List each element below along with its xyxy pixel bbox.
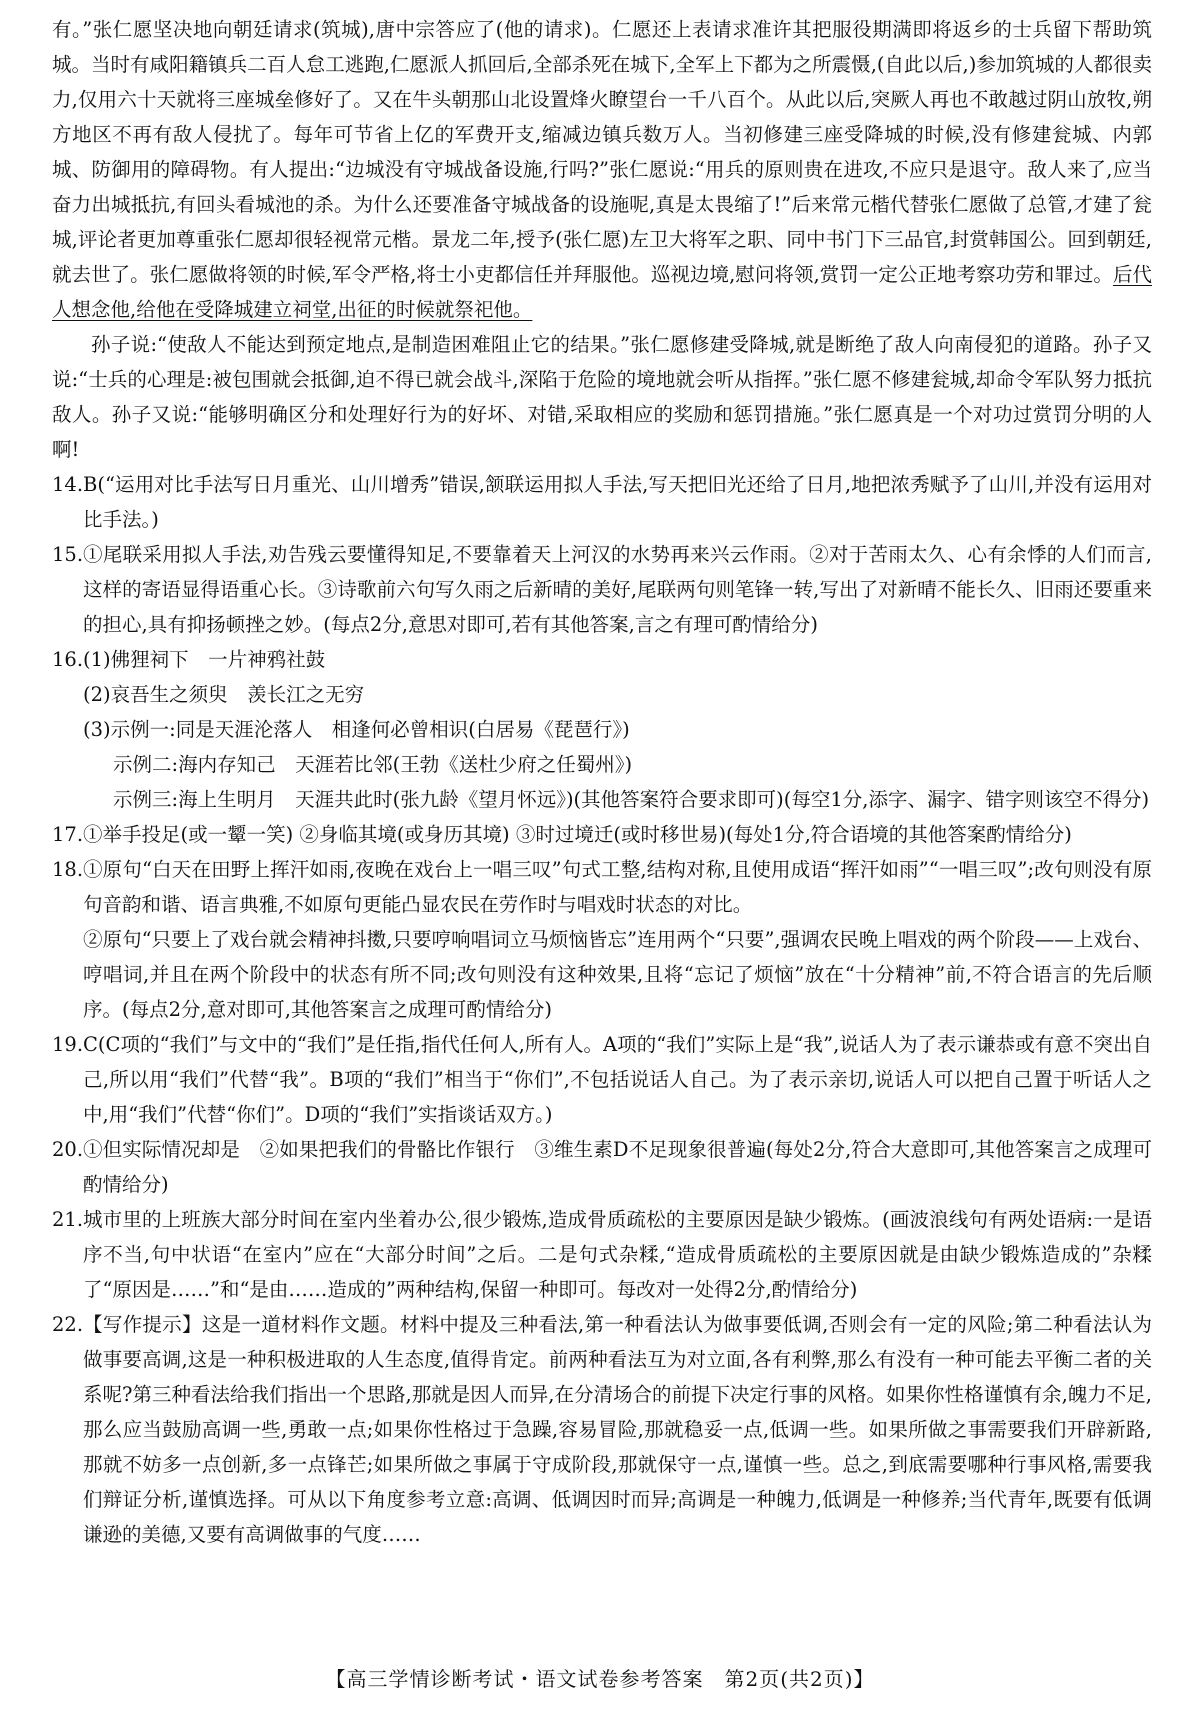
- answer-line-5: 示例三:海上生明月 天涯共此时(张九龄《望月怀远》)(其他答案符合要求即可)(每空1分,添字、漏字、错字则该空不得分): [113, 788, 1150, 811]
- answer-18: [52, 852, 1152, 1027]
- question-number: 21.: [52, 1208, 84, 1231]
- answer-text: 【写作提示】这是一道材料作文题。材料中提及三种看法,第一种看法认为做事要低调,否则会有一定的风险;第二种看法认为做事要高调,这是一种积极进取的人生态度,值得肯定。前两种看法互为对立面,各有利弊,那么有没有一种可能去平衡二者的关系呢?第三种看法给我们指出一个思路,那就是因人而异,在分清场合的前提下决定行事的风格。如果你性格谨慎有余,魄力不足,那么应当鼓励高调一些,勇敢一点;如果你性格过于急躁,容易冒险,那就稳妥一点,低调一些。如果所做之事需要我们开辟新路,那就不妨多一点创新,多一点锋芒;如果所做之事属于守成阶段,那就保守一点,谨慎一些。总之,到底需要哪种行事风格,需要我们辩证分析,谨慎选择。可从以下角度参考立意:高调、低调因时而异;高调是一种魄力,低调是一种修养;当代青年,既要有低调谦逊的美德,又要有高调做事的气度……: [83, 1313, 1152, 1546]
- answer-text: C(C项的“我们”与文中的“我们”是任指,指代任何人,所有人。A项的“我们”实际上是“我”,说话人为了表示谦恭或有意不突出自己,所以用“我们”代替“我”。B项的“我们”相当于“你们”,不包括说话人自己。为了表示亲切,说话人可以把自己置于听话人之中,用“我们”代替“你们”。D项的“我们”实指谈话双方。): [83, 1033, 1152, 1126]
- answer-point-1: ①原句“白天在田野上挥汗如雨,夜晚在戏台上一唱三叹”句式工整,结构对称,且使用成语“挥汗如雨”“一唱三叹”;改句则没有原句音韵和谐、语言典雅,不如原句更能凸显农民在劳作时与唱戏时状态的对比。: [83, 858, 1152, 916]
- answer-text: 城市里的上班族大部分时间在室内坐着办公,很少锻炼,造成骨质疏松的主要原因是缺少锻炼。(画波浪线句有两处语病:一是语序不当,句中状语“在室内”应在“大部分时间”之后。二是句式杂糅,“造成骨质疏松的主要原因就是由缺少锻炼造成的”杂糅了“原因是……”和“是由……造成的”两种结构,保留一种即可。每改对一处得2分,酌情给分): [83, 1208, 1152, 1301]
- answer-line-1: (1)佛狸祠下 一片神鸦社鼓: [83, 648, 326, 671]
- underlined-sentence: 后代人想念他,给他在受降城建立祠堂,出征的时候就祭祀他。: [52, 263, 1152, 321]
- answer-line-2: (2)哀吾生之须臾 羡长江之无穷: [83, 683, 365, 706]
- page-footer: 【高三学情诊断考试・语文试卷参考答案 第2页(共2页)】: [325, 1667, 875, 1691]
- answer-16: [52, 642, 1152, 817]
- answer-text: ①但实际情况却是 ②如果把我们的骨骼比作银行 ③维生素D不足现象很普遍(每处2分,符合大意即可,其他答案言之成理可酌情给分): [83, 1138, 1152, 1196]
- question-number: 15.: [52, 543, 84, 566]
- answer-17: [52, 817, 1152, 852]
- answer-21: [52, 1202, 1152, 1307]
- answer-line-3: (3)示例一:同是天涯沦落人 相逢何必曾相识(白居易《琵琶行》): [83, 718, 630, 741]
- translation-text: 有。”张仁愿坚决地向朝廷请求(筑城),唐中宗答应了(他的请求)。仁愿还上表请求准许其把服役期满即将返乡的士兵留下帮助筑城。当时有咸阳籍镇兵二百人怠工逃跑,仁愿派人抓回后,全部杀死在城下,全军上下都为之所震慑,(自此以后,)参加筑城的人都很卖力,仅用六十天就将三座城垒修好了。又在牛头朝那山北设置烽火瞭望台一千八百个。从此以后,突厥人再也不敢越过阴山放牧,朔方地区不再有敌人侵扰了。每年可节省上亿的军费开支,缩减边镇兵数万人。当初修建三座受降城的时候,没有修建瓮城、内郭城、防御用的障碍物。有人提出:“边城没有守城战备设施,行吗?”张仁愿说:“用兵的原则贵在进攻,不应只是退守。敌人来了,应当奋力出城抵抗,有回头看城池的杀。为什么还要准备守城战备的设施呢,真是太畏缩了!”后来常元楷代替张仁愿做了总管,才建了瓮城,评论者更加尊重张仁愿却很轻视常元楷。景龙二年,授予(张仁愿)左卫大将军之职、同中书门下三品官,封赏韩国公。回到朝廷,就去世了。张仁愿做将领的时候,军令严格,将士小吏都信任并拜服他。巡视边境,慰问将领,赏罚一定公正地考察功劳和罪过。: [52, 18, 1152, 286]
- answer-22: [52, 1307, 1152, 1552]
- answer-page: [52, 12, 1152, 1552]
- question-number: 22.: [52, 1313, 84, 1336]
- answer-line-4: 示例二:海内存知己 天涯若比邻(王勃《送杜少府之任蜀州》): [113, 753, 633, 776]
- question-number: 16.: [52, 648, 84, 671]
- answer-14: [52, 467, 1152, 537]
- question-number: 18.: [52, 858, 84, 881]
- answer-text: ①举手投足(或一颦一笑) ②身临其境(或身历其境) ③时过境迁(或时移世易)(每处1分,符合语境的其他答案酌情给分): [83, 823, 1072, 846]
- translation-paragraph-2: 孙子说:“使敌人不能达到预定地点,是制造困难阻止它的结果。”张仁愿修建受降城,就是断绝了敌人向南侵犯的道路。孙子又说:“士兵的心理是:被包围就会抵御,迫不得已就会战斗,深陷于危险的境地就会听从指挥。”张仁愿不修建瓮城,却命令军队努力抵抗敌人。孙子又说:“能够明确区分和处理好行为的好坏、对错,采取相应的奖励和惩罚措施。”张仁愿真是一个对功过赏罚分明的人啊!: [52, 333, 1152, 461]
- answer-20: [52, 1132, 1152, 1202]
- translation-paragraph-1: [52, 12, 1152, 327]
- answer-19: [52, 1027, 1152, 1132]
- question-number: 14.: [52, 473, 84, 496]
- answer-text: B(“运用对比手法写日月重光、山川增秀”错误,颔联运用拟人手法,写天把旧光还给了日月,地把浓秀赋予了山川,并没有运用对比手法。): [83, 473, 1152, 531]
- question-number: 19.: [52, 1033, 84, 1056]
- answer-point-2: ②原句“只要上了戏台就会精神抖擞,只要哼响唱词立马烦恼皆忘”连用两个“只要”,强调农民晚上唱戏的两个阶段——上戏台、哼唱词,并且在两个阶段中的状态有所不同;改句则没有这种效果,且将“忘记了烦恼”放在“十分精神”前,不符合语言的先后顺序。(每点2分,意对即可,其他答案言之成理可酌情给分): [83, 928, 1152, 1021]
- answer-text: ①尾联采用拟人手法,劝告残云要懂得知足,不要靠着天上河汉的水势再来兴云作雨。②对于苦雨太久、心有余悸的人们而言,这样的寄语显得语重心长。③诗歌前六句写久雨之后新晴的美好,尾联两句则笔锋一转,写出了对新晴不能长久、旧雨还要重来的担心,具有抑扬顿挫之妙。(每点2分,意思对即可,若有其他答案,言之有理可酌情给分): [83, 543, 1152, 636]
- question-number: 20.: [52, 1138, 84, 1161]
- answer-body: [83, 852, 1152, 1027]
- answer-15: [52, 537, 1152, 642]
- question-number: 17.: [52, 823, 84, 846]
- answer-body: [83, 642, 1152, 817]
